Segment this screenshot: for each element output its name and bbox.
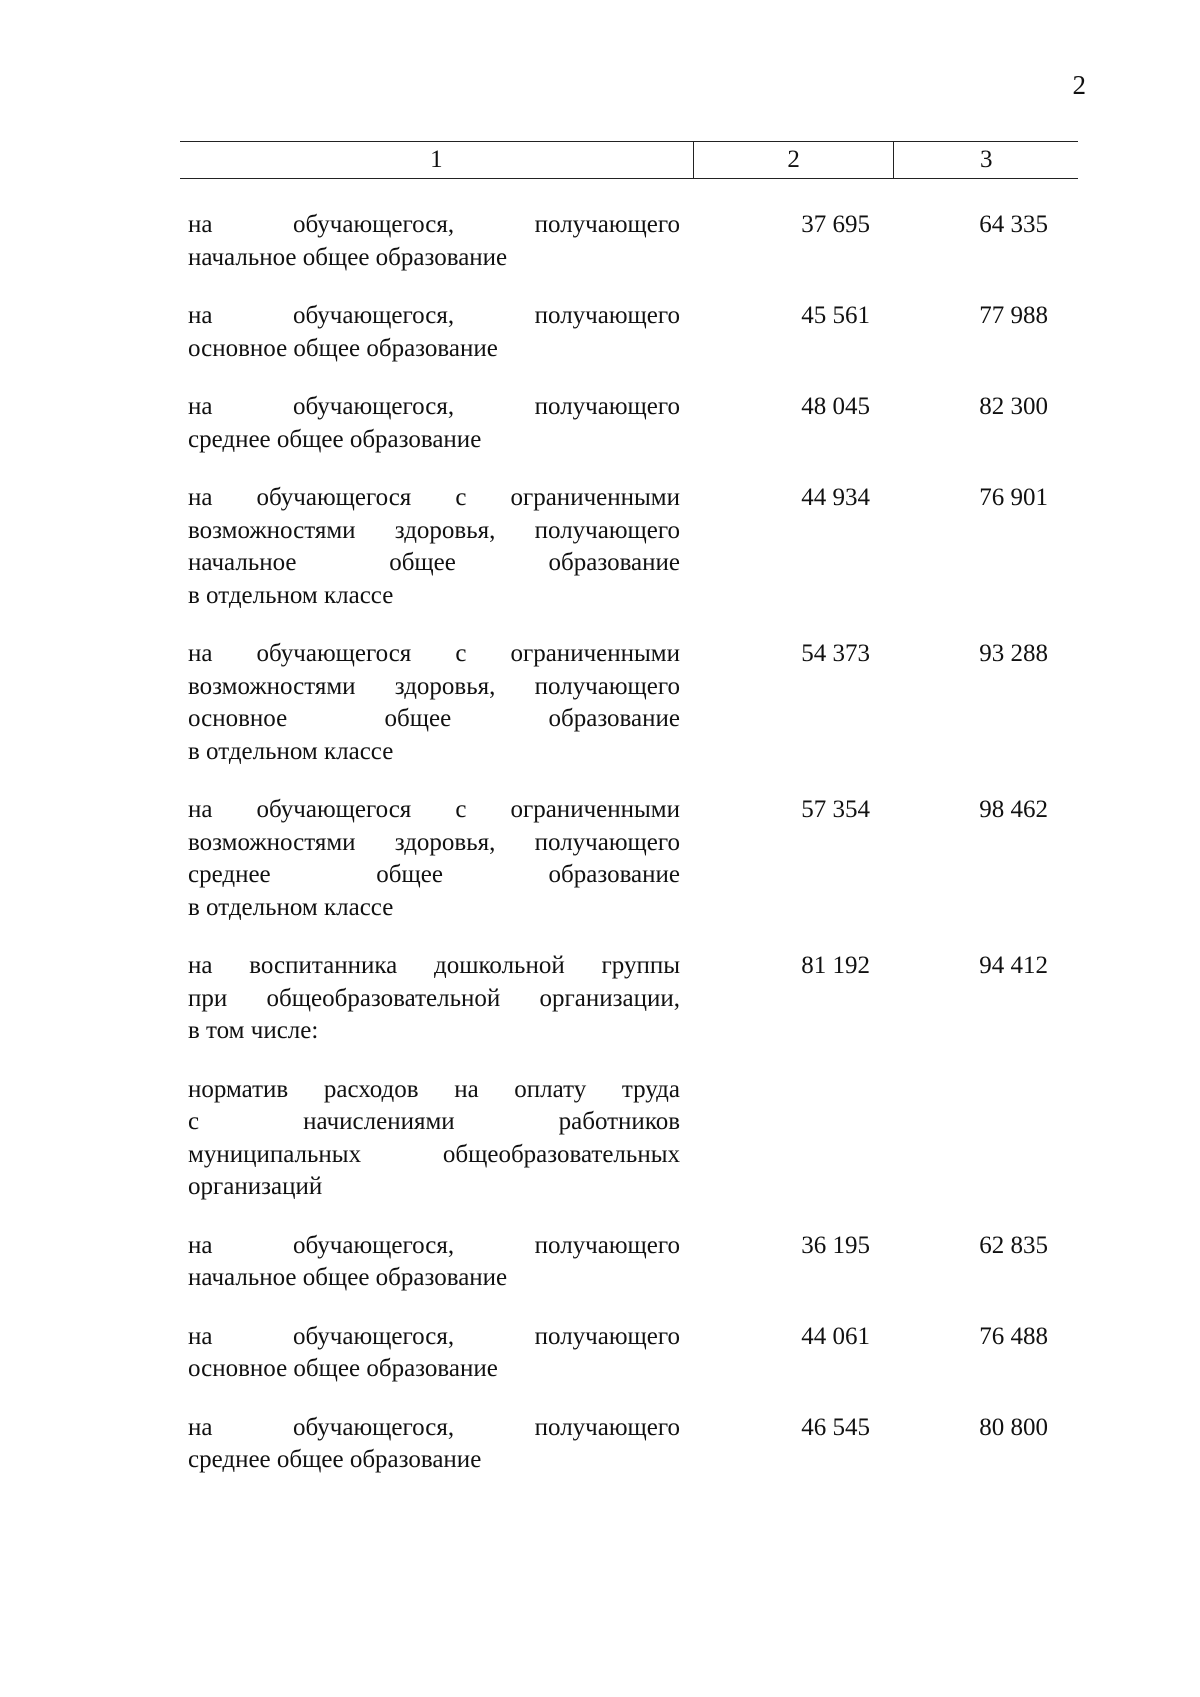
row-value-col-2: 81 192: [801, 952, 870, 979]
row-description-line: возможностями здоровья, получающего: [188, 672, 680, 700]
row-description-line: на обучающегося, получающего: [188, 211, 680, 238]
table-row: [188, 638, 1078, 768]
row-description-line: с начислениями работников: [188, 1108, 680, 1135]
row-description-line: начальное общее образование: [188, 1264, 508, 1291]
table-row: [188, 482, 1078, 612]
row-description-line: среднее общее образование: [188, 1446, 482, 1473]
row-description-line: на обучающегося с ограниченными: [188, 640, 680, 667]
row-description: [188, 482, 680, 612]
table-row: [188, 1230, 1078, 1295]
row-description: [188, 300, 680, 365]
row-description-line: на обучающегося, получающего: [188, 302, 680, 329]
row-description-line: на обучающегося, получающего: [188, 1322, 680, 1350]
row-value-col-2: 44 061: [801, 1322, 870, 1350]
row-description-line: на обучающегося, получающего: [188, 1231, 680, 1259]
row-value-col-2: 44 934: [801, 484, 870, 511]
row-value-col-3: 93 288: [979, 640, 1048, 667]
row-value-col-2: 54 373: [801, 640, 870, 667]
row-value-col-2: 57 354: [801, 796, 870, 823]
row-description-line: при общеобразовательной организации,: [188, 984, 680, 1012]
row-description-line: основное общее образование: [188, 334, 498, 362]
row-description-line: организаций: [188, 1173, 323, 1200]
table-row: [188, 794, 1078, 924]
row-value-col-3: 62 835: [979, 1231, 1048, 1259]
row-description: [188, 1321, 680, 1386]
row-value-col-3: 76 901: [979, 484, 1048, 511]
table-row: [188, 209, 1078, 274]
row-description-line: в отдельном классе: [188, 893, 394, 921]
row-description-line: в отдельном классе: [188, 737, 394, 765]
row-description-line: основное общее образование: [188, 705, 680, 732]
row-value-col-2: 36 195: [801, 1231, 870, 1259]
row-description-line: начальное общее образование: [188, 549, 680, 576]
row-description-line: начальное общее образование: [188, 243, 508, 271]
header-col-1: 1: [180, 142, 694, 178]
row-description: [188, 638, 680, 768]
row-value-col-3: 82 300: [979, 393, 1048, 420]
row-description: [188, 794, 680, 924]
row-description-line: в том числе:: [188, 1017, 319, 1044]
table-row: [188, 1074, 1078, 1204]
row-description-line: среднее общее образование: [188, 861, 680, 888]
row-description: [188, 1074, 680, 1204]
table-row: [188, 1412, 1078, 1477]
row-value-col-3: 64 335: [979, 211, 1048, 238]
table-header: [180, 141, 1078, 179]
row-value-col-2: 48 045: [801, 393, 870, 420]
row-description: [188, 1412, 680, 1477]
row-value-col-2: 37 695: [801, 211, 870, 238]
row-value-col-3: 94 412: [979, 952, 1048, 979]
table-row: [188, 300, 1078, 365]
table-row: [188, 1321, 1078, 1386]
row-value-col-2: 46 545: [801, 1413, 870, 1441]
row-description-line: на обучающегося с ограниченными: [188, 484, 680, 511]
row-description-line: основное общее образование: [188, 1355, 498, 1382]
row-description-line: норматив расходов на оплату труда: [188, 1075, 680, 1103]
row-description-line: среднее общее образование: [188, 425, 482, 453]
row-description: [188, 950, 680, 1048]
row-description-line: возможностями здоровья, получающего: [188, 828, 680, 856]
row-description-line: возможностями здоровья, получающего: [188, 516, 680, 544]
row-description-line: муниципальных общеобразовательных: [188, 1140, 680, 1168]
row-description-line: на воспитанника дошкольной группы: [188, 952, 680, 979]
row-description-line: на обучающегося, получающего: [188, 1413, 680, 1441]
table-body: [188, 209, 1078, 1477]
row-description-line: на обучающегося с ограниченными: [188, 796, 680, 823]
table-row: [188, 950, 1078, 1048]
row-value-col-3: 76 488: [979, 1322, 1048, 1350]
page-number: 2: [1072, 70, 1086, 100]
row-description: [188, 391, 680, 456]
row-value-col-3: 98 462: [979, 796, 1048, 823]
table-row: [188, 391, 1078, 456]
row-description-line: на обучающегося, получающего: [188, 393, 680, 420]
row-value-col-2: 45 561: [801, 302, 870, 329]
row-description-line: в отдельном классе: [188, 581, 394, 609]
row-value-col-3: 80 800: [979, 1413, 1048, 1441]
header-col-2: 2: [694, 142, 895, 178]
row-description: [188, 1230, 680, 1295]
row-value-col-3: 77 988: [979, 302, 1048, 329]
row-description: [188, 209, 680, 274]
header-col-3: 3: [979, 146, 993, 173]
